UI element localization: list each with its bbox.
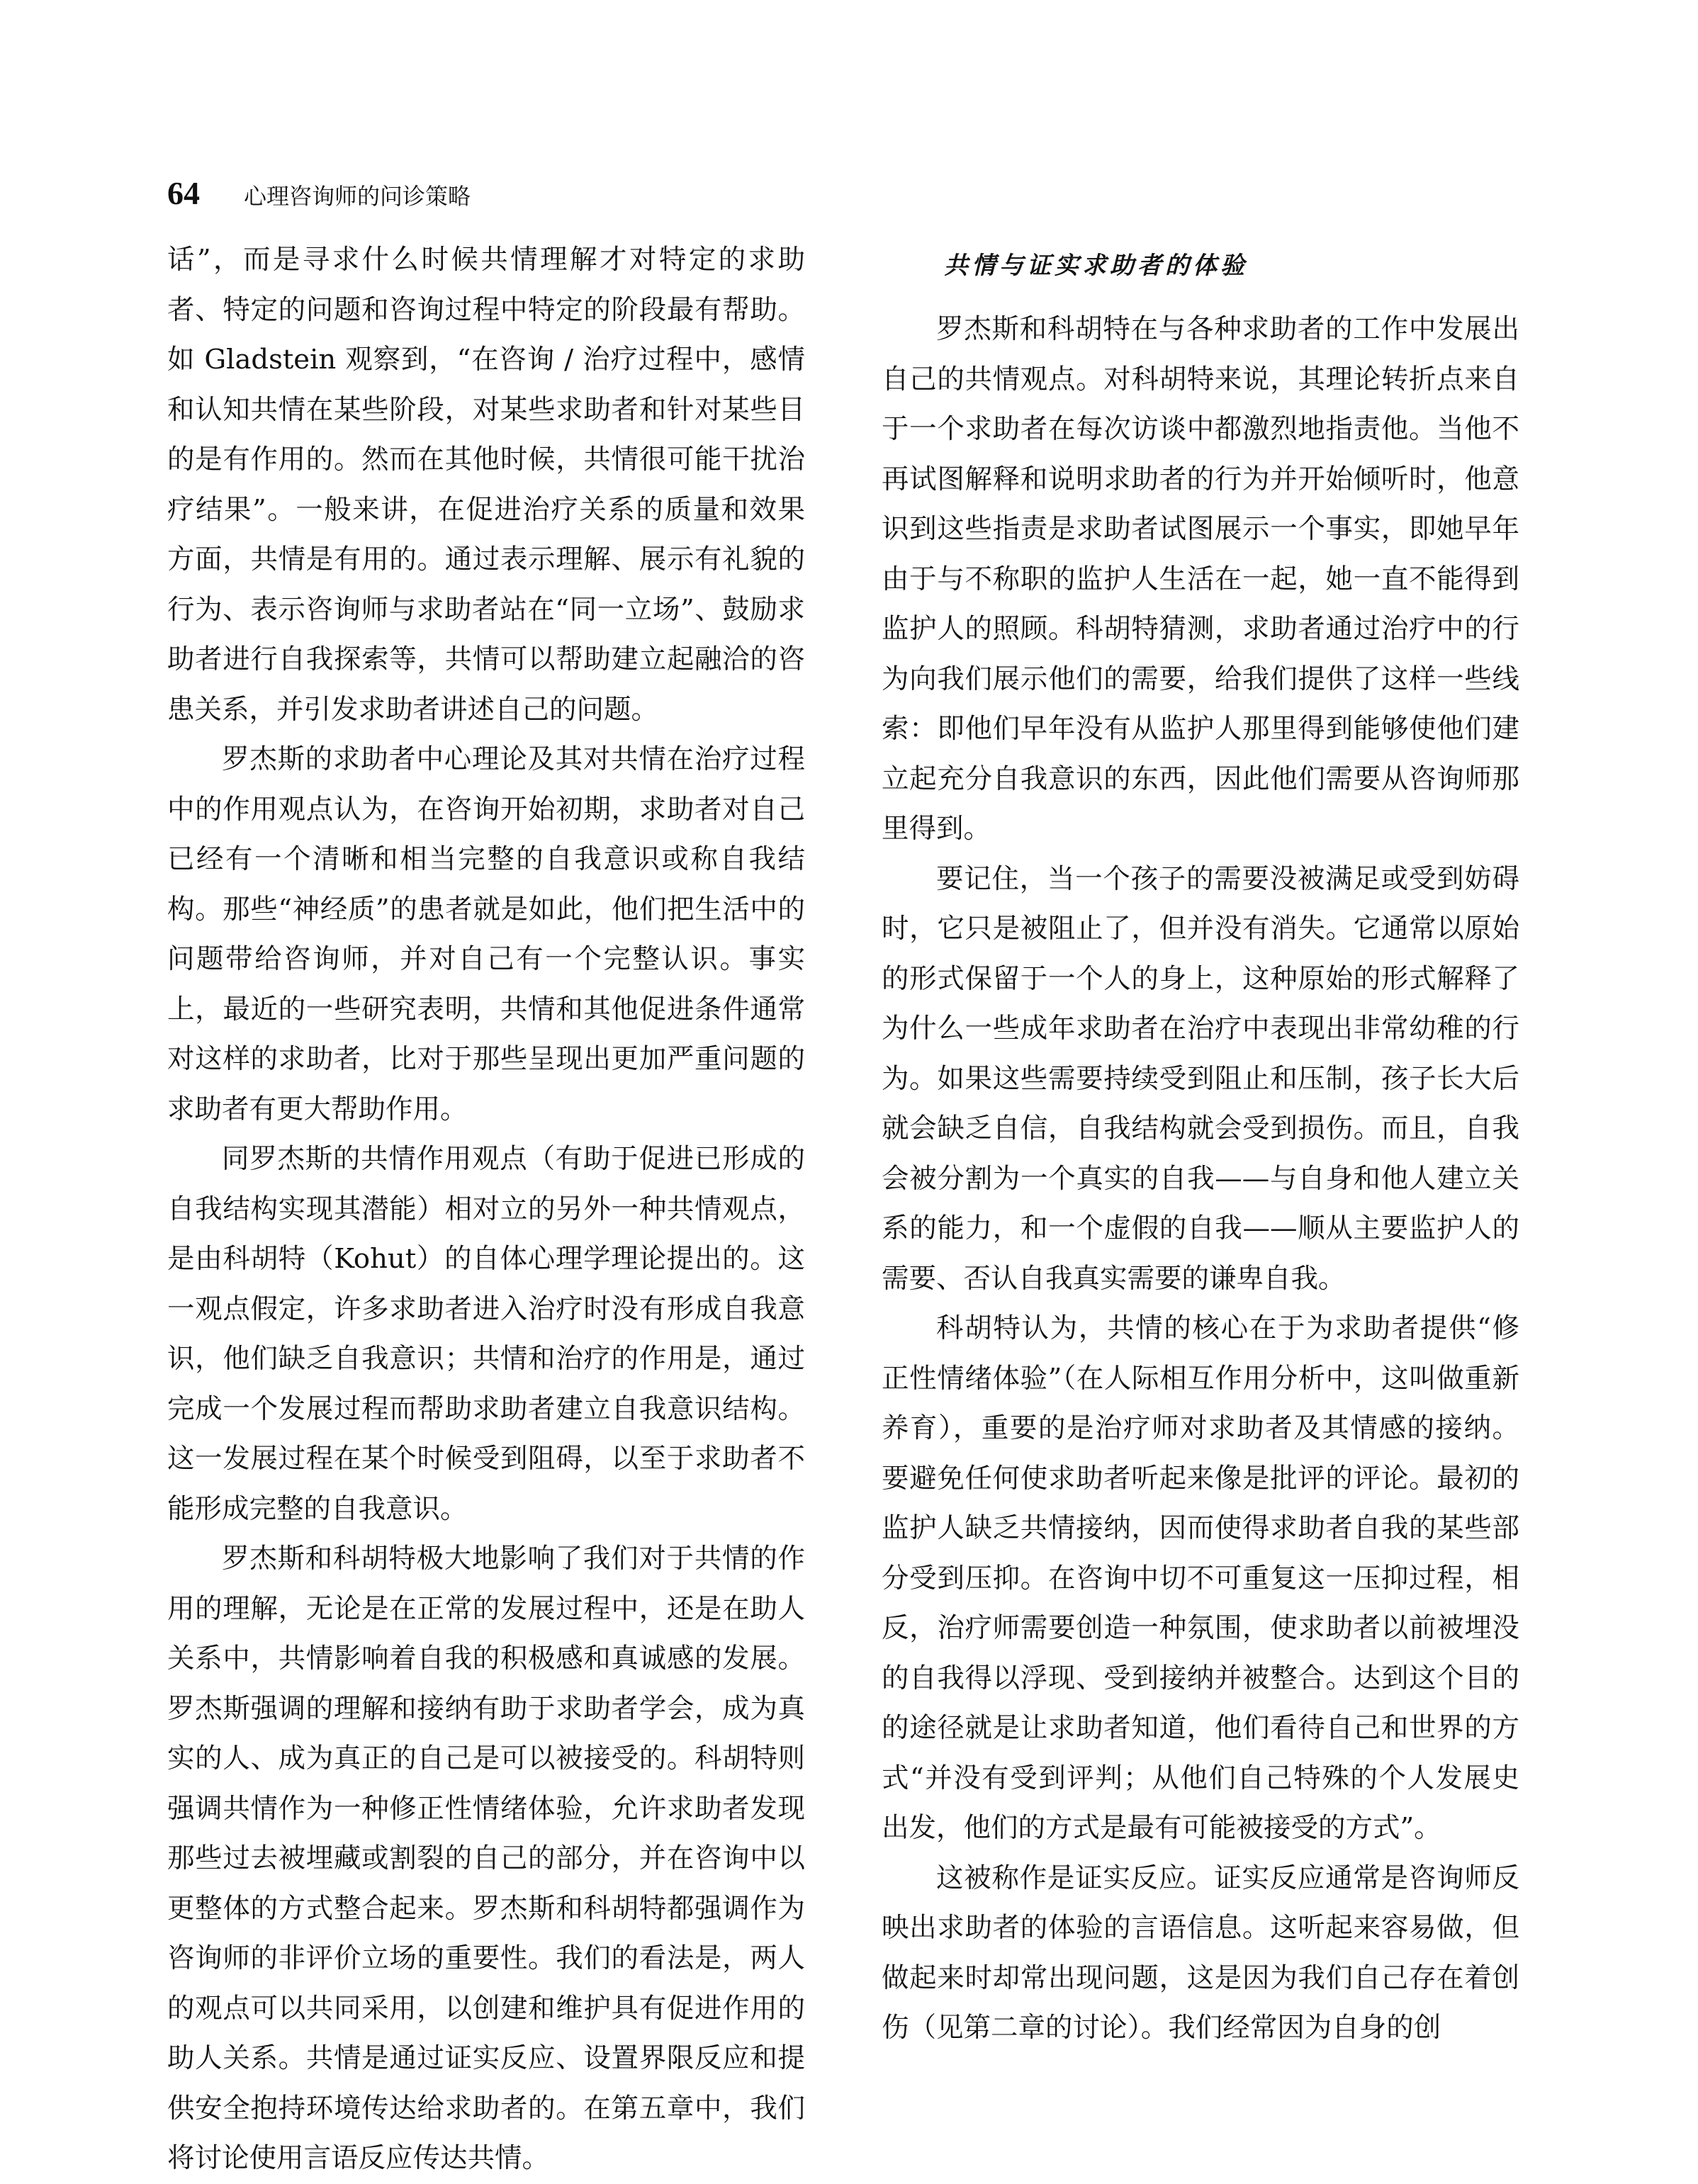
paragraph: 要记住，当一个孩子的需要没被满足或受到妨碍时，它只是被阻止了，但并没有消失。它通常以原始的形式保留于一个人的身上，这种原始的形式解释了为什么一些成年求助者在治疗中表现出非常幼稚的行为。如果这些需要持续受到阻止和压制，孩子长大后就会缺乏自信，自我结构就会受到损伤。而且，自我会被分割为一个真实的自我——与自身和他人建立关系的能力，和一个虚假的自我——顺从主要监护人的需要、否认自我真实需要的谦卑自我。 <box>882 862 1519 1295</box>
section-heading: 共情与证实求助者的体验 <box>944 252 1248 280</box>
page-header <box>167 174 471 212</box>
paragraph: 罗杰斯和科胡特极大地影响了我们对于共情的作用的理解，无论是在正常的发展过程中，还是在助人关系中，共情影响着自我的积极感和真诚感的发展。罗杰斯强调的理解和接纳有助于求助者学会，成为真实的人、成为真正的自己是可以被接受的。科胡特则强调共情作为一种修正性情绪体验，允许求助者发现那些过去被埋藏或割裂的自己的部分，并在咨询中以更整体的方式整合起来。罗杰斯和科胡特都强调作为咨询师的非评价立场的重要性。我们的看法是，两人的观点可以共同采用，以创建和维护具有促进作用的助人关系。共情是通过证实反应、设置界限反应和提供安全抱持环境传达给求助者的。在第五章中，我们将讨论使用言语反应传达共情。 <box>167 1543 805 2174</box>
right-column <box>882 235 1519 2054</box>
paragraph: 科胡特认为，共情的核心在于为求助者提供“修正性情绪体验”（在人际相互作用分析中，这叫做重新养育），重要的是治疗师对求助者及其情感的接纳。要避免任何使求助者听起来像是批评的评论。最初的监护人缺乏共情接纳，因而使得求助者自我的某些部分受到压抑。在咨询中切不可重复这一压抑过程，相反，治疗师需要创造一种氛围，使求助者以前被埋没的自我得以浮现、受到接纳并被整合。达到这个目的的途径就是让求助者知道，他们看待自己和世界的方式“并没有受到评判；从他们自己特殊的个人发展史出发，他们的方式是最有可能被接受的方式”。 <box>882 1312 1519 1844</box>
page-number: 64 <box>167 175 200 211</box>
paragraph: 同罗杰斯的共情作用观点（有助于促进已形成的自我结构实现其潜能）相对立的另外一种共情观点，是由科胡特（Kohut）的自体心理学理论提出的。这一观点假定，许多求助者进入治疗时没有形成自我意识，他们缺乏自我意识；共情和治疗的作用是，通过完成一个发展过程而帮助求助者建立自我意识结构。这一发展过程在某个时候受到阻碍，以至于求助者不能形成完整的自我意识。 <box>167 1143 805 1525</box>
paragraph: 话”，而是寻求什么时候共情理解才对特定的求助者、特定的问题和咨询过程中特定的阶段最有帮助。如 Gladstein 观察到，“在咨询 / 治疗过程中，感情和认知共情在某些阶段，对某些求助者和针对某些目的是有作用的。然而在其他时候，共情很可能干扰治疗结果”。一般来讲，在促进治疗关系的质量和效果方面，共情是有用的。通过表示理解、展示有礼貌的行为、表示咨询师与求助者站在“同一立场”、鼓励求助者进行自我探索等，共情可以帮助建立起融洽的咨患关系，并引发求助者讲述自己的问题。 <box>167 244 805 726</box>
running-title: 心理咨询师的问诊策略 <box>244 183 471 210</box>
paragraph: 罗杰斯的求助者中心理论及其对共情在治疗过程中的作用观点认为，在咨询开始初期，求助者对自己已经有一个清晰和相当完整的自我意识或称自我结构。那些“神经质”的患者就是如此，他们把生活中的问题带给咨询师，并对自己有一个完整认识。事实上，最近的一些研究表明，共情和其他促进条件通常对这样的求助者，比对于那些呈现出更加严重问题的求助者有更大帮助作用。 <box>167 743 805 1125</box>
paragraph: 罗杰斯和科胡特在与各种求助者的工作中发展出自己的共情观点。对科胡特来说，其理论转折点来自于一个求助者在每次访谈中都激烈地指责他。当他不再试图解释和说明求助者的行为并开始倾听时，他意识到这些指责是求助者试图展示一个事实，即她早年由于与不称职的监护人生活在一起，她一直不能得到监护人的照顾。科胡特猜测，求助者通过治疗中的行为向我们展示他们的需要，给我们提供了这样一些线索：即他们早年没有从监护人那里得到能够使他们建立起充分自我意识的东西，因此他们需要从咨询师那里得到。 <box>882 313 1519 845</box>
left-column <box>167 235 805 2184</box>
paragraph: 这被称作是证实反应。证实反应通常是咨询师反映出求助者的体验的言语信息。这听起来容易做，但做起来时却常出现问题，这是因为我们自己存在着创伤（见第二章的讨论）。我们经常因为自身的创 <box>882 1862 1519 2044</box>
